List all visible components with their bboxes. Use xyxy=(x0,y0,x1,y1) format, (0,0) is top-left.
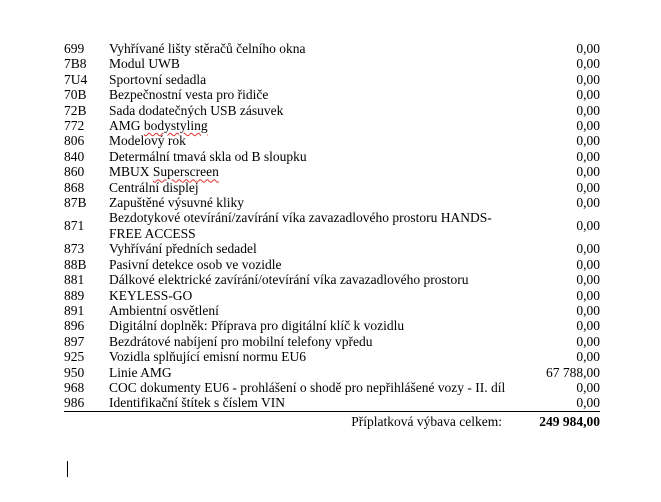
option-code: 897 xyxy=(64,333,85,349)
table-row xyxy=(64,103,600,118)
option-code: 871 xyxy=(64,218,85,234)
table-row xyxy=(64,72,600,87)
option-price: 0,00 xyxy=(576,333,600,349)
option-price: 0,00 xyxy=(576,87,600,103)
option-description: KEYLESS-GO xyxy=(109,287,193,303)
option-code: 7B8 xyxy=(64,56,87,72)
table-row xyxy=(64,41,600,56)
option-description: Centrální displej xyxy=(109,179,199,195)
option-price: 0,00 xyxy=(576,379,600,395)
option-price: 0,00 xyxy=(576,148,600,164)
option-code: 891 xyxy=(64,302,85,318)
text-cursor xyxy=(67,461,68,477)
option-price: 0,00 xyxy=(576,179,600,195)
option-code: 873 xyxy=(64,241,85,257)
option-price: 0,00 xyxy=(576,102,600,118)
table-row xyxy=(64,118,600,133)
table-row xyxy=(64,56,600,71)
option-code: 950 xyxy=(64,364,85,380)
option-code: 772 xyxy=(64,118,85,134)
option-code: 699 xyxy=(64,41,85,56)
spellcheck-word: Superscreen xyxy=(152,164,219,180)
option-description: Sportovní sedadla xyxy=(109,71,207,87)
equipment-table-body xyxy=(64,41,600,411)
table-row xyxy=(64,133,600,148)
option-code: 881 xyxy=(64,272,85,288)
option-code: 896 xyxy=(64,318,85,334)
option-description: Bezdrátové nabíjení pro mobilní telefony vpředu xyxy=(109,333,373,349)
total-value: 249 984,00 xyxy=(520,411,600,429)
table-row xyxy=(64,380,600,395)
table-row xyxy=(64,257,600,272)
option-description: AMG bodystyling xyxy=(109,118,208,134)
option-price: 0,00 xyxy=(576,302,600,318)
option-description: Digitální doplněk: Příprava pro digitální klíč k vozidlu xyxy=(109,318,405,334)
option-description: Pasivní detekce osob ve vozidle xyxy=(109,256,282,272)
option-price: 0,00 xyxy=(576,395,600,411)
option-code: 88B xyxy=(64,256,87,272)
option-price: 0,00 xyxy=(576,56,600,72)
option-description: Determální tmavá skla od B sloupku xyxy=(109,148,307,164)
option-code: 925 xyxy=(64,349,85,365)
table-row xyxy=(64,288,600,303)
equipment-table xyxy=(64,41,600,429)
option-description: MBUX Superscreen xyxy=(109,164,219,180)
option-code: 968 xyxy=(64,379,85,395)
table-row xyxy=(64,195,600,210)
option-description: Dálkové elektrické zavírání/otevírání víka zavazadlového prostoru xyxy=(109,272,469,288)
option-description: Sada dodatečných USB zásuvek xyxy=(109,102,284,118)
option-description: Vyhřívání předních sedadel xyxy=(109,241,257,257)
total-label: Příplatková výbava celkem: xyxy=(109,411,520,429)
option-price: 0,00 xyxy=(576,256,600,272)
option-price: 67 788,00 xyxy=(546,364,600,380)
option-code: 840 xyxy=(64,148,85,164)
option-code: 889 xyxy=(64,287,85,303)
table-row xyxy=(64,164,600,179)
option-price: 0,00 xyxy=(576,164,600,180)
option-code: 860 xyxy=(64,164,85,180)
table-row xyxy=(64,349,600,364)
option-price: 0,00 xyxy=(576,133,600,149)
table-row xyxy=(64,180,600,195)
option-price: 0,00 xyxy=(576,218,600,234)
option-description: Vyhřívané lišty stěračů čelního okna xyxy=(109,41,306,56)
table-row xyxy=(64,334,600,349)
option-description: Zapuštěné výsuvné kliky xyxy=(109,195,244,211)
total-row xyxy=(64,411,600,429)
table-row xyxy=(64,241,600,256)
option-description: Linie AMG xyxy=(109,364,172,380)
option-code: 986 xyxy=(64,395,85,411)
option-code: 806 xyxy=(64,133,85,149)
option-code: 7U4 xyxy=(64,71,88,87)
option-price: 0,00 xyxy=(576,349,600,365)
option-price: 0,00 xyxy=(576,272,600,288)
option-description: Vozidla splňující emisní normu EU6 xyxy=(109,349,306,365)
option-code: 72B xyxy=(64,102,87,118)
table-row xyxy=(64,210,600,241)
option-description: Bezdotykové otevírání/zavírání víka zavazadlového prostoru HANDS-FREE ACCESS xyxy=(109,210,492,241)
option-price: 0,00 xyxy=(576,241,600,257)
table-row xyxy=(64,365,600,380)
option-description: Bezpečnostní vesta pro řidiče xyxy=(109,87,269,103)
option-description: Identifikační štítek s číslem VIN xyxy=(109,395,285,411)
table-row xyxy=(64,149,600,164)
spellcheck-word: bodystyling xyxy=(143,118,208,134)
table-row xyxy=(64,303,600,318)
table-row xyxy=(64,318,600,333)
option-description: Ambientní osvětlení xyxy=(109,302,219,318)
option-code: 868 xyxy=(64,179,85,195)
option-price: 0,00 xyxy=(576,41,600,56)
option-price: 0,00 xyxy=(576,318,600,334)
option-price: 0,00 xyxy=(576,287,600,303)
option-description: Modelový rok xyxy=(109,133,186,149)
option-code: 70B xyxy=(64,87,87,103)
option-code: 87B xyxy=(64,195,87,211)
option-description: Modul UWB xyxy=(109,56,180,72)
table-row xyxy=(64,272,600,287)
table-row xyxy=(64,395,600,411)
option-price: 0,00 xyxy=(576,195,600,211)
option-description: COC dokumenty EU6 - prohlášení o shodě pro nepřihlášené vozy - II. díl xyxy=(109,379,506,395)
option-price: 0,00 xyxy=(576,118,600,134)
option-price: 0,00 xyxy=(576,71,600,87)
table-row xyxy=(64,87,600,102)
